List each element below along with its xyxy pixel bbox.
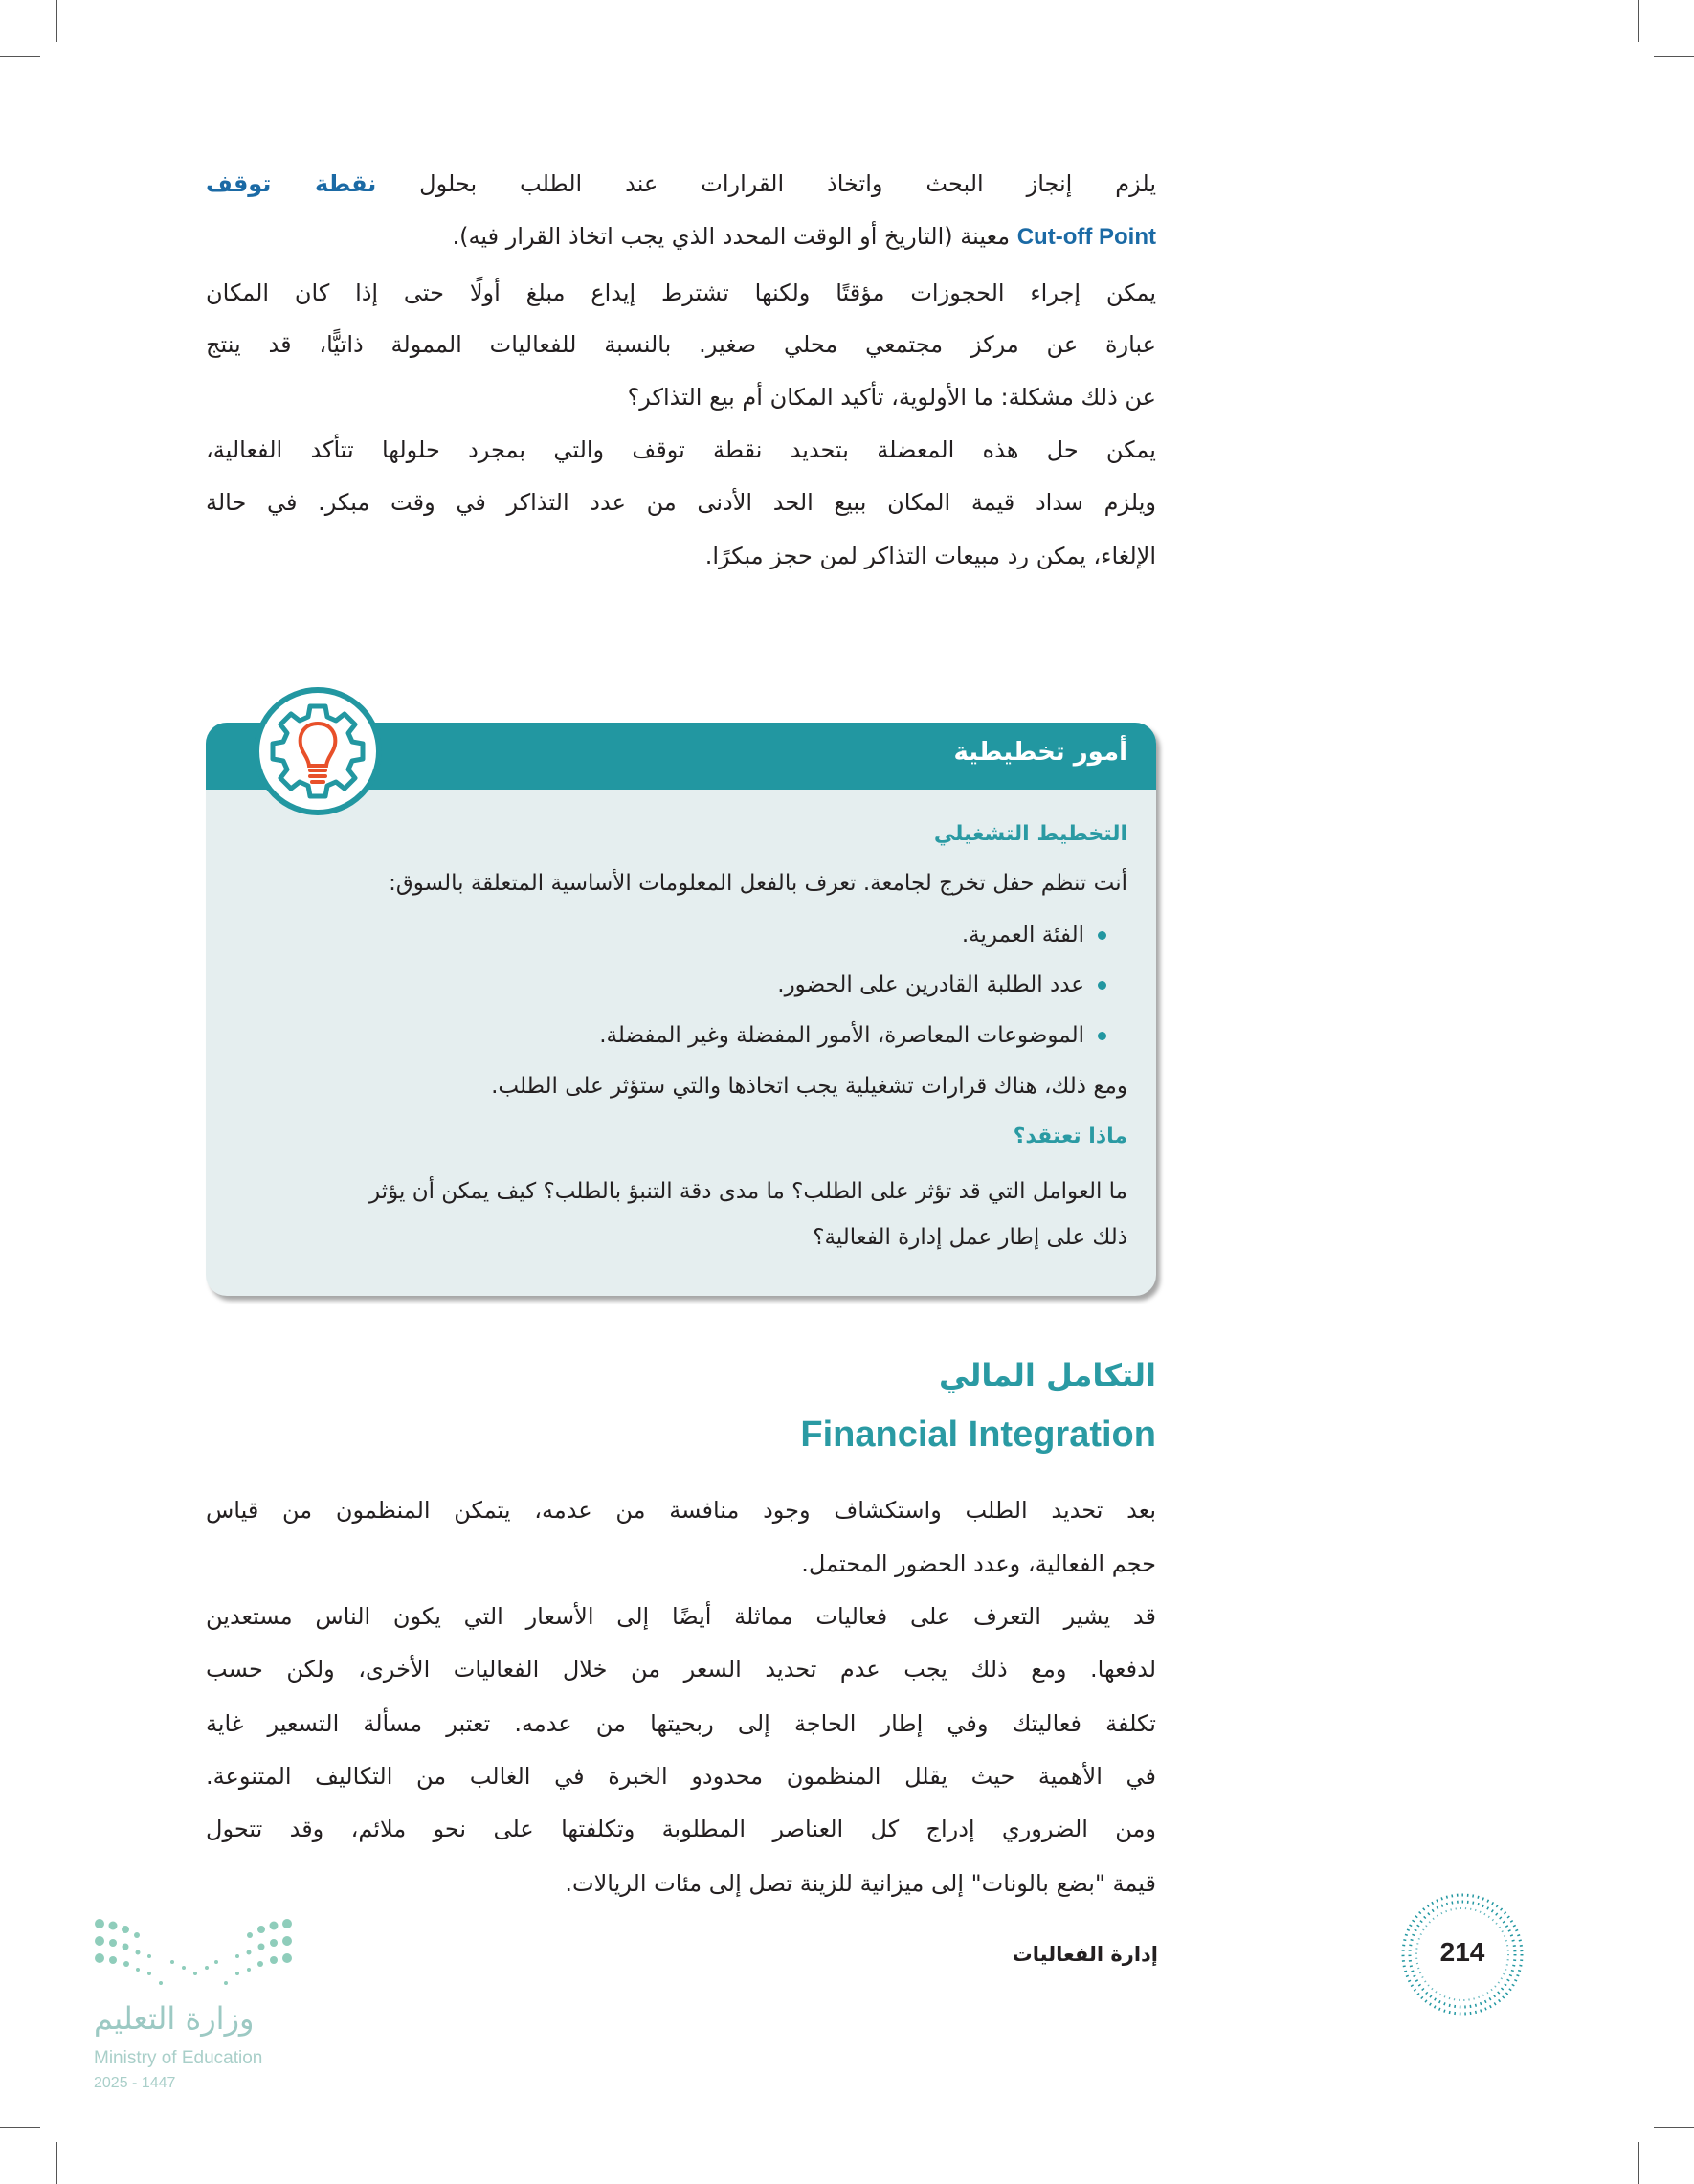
paragraph-line: يمكن إجراء الحجوزات مؤقتًا ولكنها تشترط إيداع مبلغ أولًا حتى إذا كان المكان <box>206 279 1156 306</box>
bullet-item <box>245 969 1106 1001</box>
ministry-logo-en: Ministry of Education <box>94 2048 263 2068</box>
ministry-logo-ar: وزارة التعليم <box>94 2000 255 2037</box>
bullet-item <box>245 1019 1106 1052</box>
paragraph-line: قيمة "بضع بالونات" إلى ميزانية للزينة تصل إلى مئات الريالات. <box>565 1870 1156 1897</box>
paragraph-line: يمكن حل هذه المعضلة بتحديد نقطة توقف والتي بمجرد حلولها تتأكد الفعالية، <box>206 436 1156 463</box>
paragraph-line: ويلزم سداد قيمة المكان ببيع الحد الأدنى من عدد التذاكر في وقت مبكر. في حالة <box>206 489 1156 516</box>
text: معينة (التاريخ أو الوقت المحدد الذي يجب اتخاذ القرار فيه). <box>452 223 1011 250</box>
gear-lightbulb-icon <box>254 687 382 815</box>
crop-mark <box>1638 2142 1639 2184</box>
crop-mark <box>56 0 57 42</box>
question-heading: ماذا تعتقد؟ <box>1013 1125 1127 1148</box>
bullet-text: الموضوعات المعاصرة، الأمور المفضلة وغير المفضلة. <box>599 1023 1084 1048</box>
crop-mark <box>0 56 40 57</box>
crop-mark <box>56 2142 57 2184</box>
paragraph-line: الإلغاء، يمكن رد مبيعات التذاكر لمن حجز مبكرًا. <box>704 543 1156 569</box>
crop-mark <box>1654 2127 1694 2128</box>
paragraph-line: عن ذلك مشكلة: ما الأولوية، تأكيد المكان أم بيع التذاكر؟ <box>627 384 1156 411</box>
paragraph-line: ومن الضروري إدراج كل العناصر المطلوبة وتكلفتها على نحو ملائم، وقد تتحول <box>206 1816 1156 1842</box>
planning-box-title: أمور تخطيطية <box>953 738 1127 767</box>
question-line: ما العوامل التي قد تؤثر على الطلب؟ ما مدى دقة التنبؤ بالطلب؟ كيف يمكن أن يؤثر <box>369 1179 1127 1204</box>
bullet-item <box>245 919 1106 951</box>
page-number: 214 <box>1439 1937 1485 1967</box>
ministry-logo-year: 2025 - 1447 <box>94 2075 176 2091</box>
paragraph-line: لدفعها. ومع ذلك يجب عدم تحديد السعر من خلال الفعاليات الأخرى، ولكن حسب <box>206 1656 1156 1683</box>
question-line: ذلك على إطار عمل إدارة الفعالية؟ <box>813 1225 1127 1250</box>
page-number-badge <box>1399 1891 1526 2017</box>
paragraph-line: تكلفة فعاليتك وفي إطار الحاجة إلى ربحيتها من عدمه. تعتبر مسألة التسعير غاية <box>206 1710 1156 1737</box>
paragraph-line <box>206 220 1156 253</box>
section-heading-ar: التكامل المالي <box>938 1357 1156 1393</box>
bullet-text: عدد الطلبة القادرين على الحضور. <box>777 972 1084 997</box>
bullet-text: الفئة العمرية. <box>961 923 1084 947</box>
bullet-icon <box>1098 931 1106 940</box>
keyword-cutoff-en: Cut-off Point <box>1016 224 1156 250</box>
paragraph-line <box>206 167 1156 200</box>
bullet-icon <box>1098 981 1106 990</box>
paragraph-line: حجم الفعالية، وعدد الحضور المحتمل. <box>801 1550 1156 1577</box>
box-intro: أنت تنظم حفل تخرج لجامعة. تعرف بالفعل المعلومات الأساسية المتعلقة بالسوق: <box>389 871 1127 896</box>
crop-mark <box>1638 0 1639 42</box>
section-heading-en: Financial Integration <box>800 1415 1156 1455</box>
book-title: إدارة الفعاليات <box>1012 1943 1158 1966</box>
keyword-cutoff-ar: نقطة توقف <box>206 170 377 197</box>
text: يلزم إنجاز البحث واتخاذ القرارات عند الطلب بحلول <box>419 170 1156 197</box>
subheading-operational: التخطيط التشغيلي <box>933 822 1127 846</box>
paragraph-line: قد يشير التعرف على فعاليات مماثلة أيضًا إلى الأسعار التي يكون الناس مستعدين <box>206 1603 1156 1630</box>
crop-mark <box>0 2127 40 2128</box>
ministry-logo-dots-icon <box>92 1914 302 1991</box>
crop-mark <box>1654 56 1694 57</box>
paragraph-line: عبارة عن مركز مجتمعي محلي صغير. بالنسبة للفعاليات الممولة ذاتيًّا، قد ينتج <box>206 331 1156 358</box>
box-note: ومع ذلك، هناك قرارات تشغيلية يجب اتخاذها والتي ستؤثر على الطلب. <box>491 1074 1127 1099</box>
bullet-icon <box>1098 1032 1106 1040</box>
paragraph-line: في الأهمية حيث يقلل المنظمون محدودو الخبرة في الغالب من التكاليف المتنوعة. <box>206 1763 1156 1790</box>
paragraph-line: بعد تحديد الطلب واستكشاف وجود منافسة من عدمه، يتمكن المنظمون من قياس <box>206 1497 1156 1524</box>
